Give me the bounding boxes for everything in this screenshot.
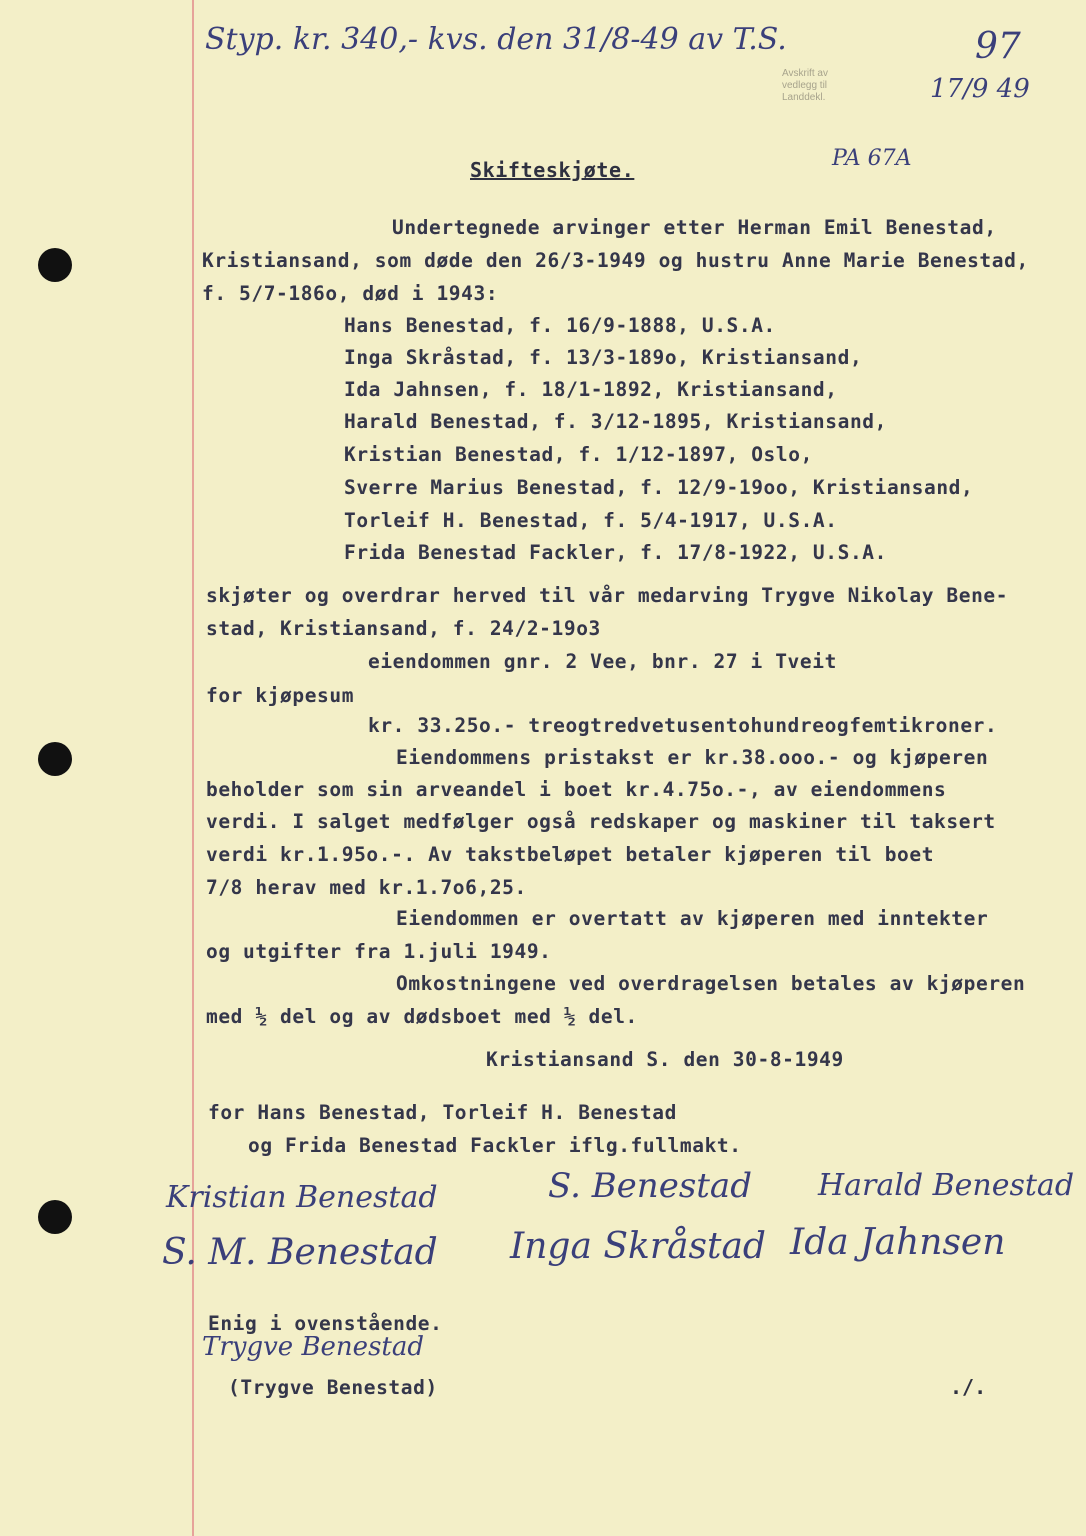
body-line: og utgifter fra 1.juli 1949. [206, 940, 552, 963]
heir-line: Torleif H. Benestad, f. 5/4-1917, U.S.A. [344, 509, 838, 532]
property-line: eiendommen gnr. 2 Vee, bnr. 27 i Tveit [368, 650, 837, 673]
body-line: Undertegnede arvinger etter Herman Emil Benestad, [392, 216, 997, 239]
signature: Inga Skråstad [510, 1226, 766, 1267]
heir-line: Hans Benestad, f. 16/9-1888, U.S.A. [344, 314, 776, 337]
place-date-line: Kristiansand S. den 30-8-1949 [486, 1048, 844, 1071]
body-line: Eiendommens pristakst er kr.38.ooo.- og kjøperen [396, 746, 989, 769]
body-line: Omkostningene ved overdragelsen betales av kjøperen [396, 972, 1026, 995]
body-line: beholder som sin arveandel i boet kr.4.75o.-, av eiendommens [206, 778, 947, 801]
stamp-line: Landdekl. [782, 92, 826, 103]
body-line: Eiendommen er overtatt av kjøperen med inntekter [396, 907, 989, 930]
body-line: stad, Kristiansand, f. 24/2-19o3 [206, 617, 601, 640]
margin-line [192, 0, 194, 1536]
handwritten-date: 17/9 49 [930, 74, 1030, 104]
heir-line: Frida Benestad Fackler, f. 17/8-1922, U.S.A. [344, 541, 887, 564]
document-title: Skifteskjøte. [470, 158, 635, 182]
punch-hole [38, 742, 72, 776]
body-line: for kjøpesum [206, 684, 355, 707]
end-mark: ./. [950, 1375, 987, 1399]
signature: Harald Benestad [818, 1168, 1075, 1203]
body-line: skjøter og overdrar herved til vår medarving Trygve Nikolay Bene- [206, 584, 1009, 607]
page-number: 97 [975, 26, 1021, 67]
body-line: med ½ del og av dødsboet med ½ del. [206, 1005, 638, 1028]
body-line: verdi. I salget medfølger også redskaper og maskiner til taksert [206, 810, 996, 833]
body-line: f. 5/7-186o, død i 1943: [202, 282, 499, 305]
handwritten-note: Styp. kr. 340,- kvs. den 31/8-49 av T.S. [205, 22, 787, 57]
marginal-note: PA 67A [832, 146, 912, 171]
consent-name: (Trygve Benestad) [228, 1376, 438, 1399]
heir-line: Harald Benestad, f. 3/12-1895, Kristiansand, [344, 410, 887, 433]
faded-stamp [782, 68, 828, 104]
heir-line: Ida Jahnsen, f. 18/1-1892, Kristiansand, [344, 378, 838, 401]
signature: Kristian Benestad [166, 1180, 438, 1215]
signature: Trygve Benestad [202, 1332, 425, 1362]
stamp-line: vedlegg til [782, 80, 828, 91]
heir-line: Inga Skråstad, f. 13/3-189o, Kristiansand, [344, 346, 863, 369]
stamp-line: Avskrift av [782, 68, 828, 79]
punch-hole [38, 1200, 72, 1234]
punch-hole [38, 248, 72, 282]
body-line: verdi kr.1.95o.-. Av takstbeløpet betaler kjøperen til boet [206, 843, 935, 866]
consent-line: Enig i ovenstående. [208, 1312, 443, 1335]
proxy-line: og Frida Benestad Fackler iflg.fullmakt. [248, 1134, 742, 1157]
body-line: Kristiansand, som døde den 26/3-1949 og hustru Anne Marie Benestad, [202, 249, 1029, 272]
body-line: 7/8 herav med kr.1.7o6,25. [206, 876, 527, 899]
signature: Ida Jahnsen [790, 1222, 1006, 1263]
heir-line: Kristian Benestad, f. 1/12-1897, Oslo, [344, 443, 813, 466]
heir-line: Sverre Marius Benestad, f. 12/9-19oo, Kristiansand, [344, 476, 974, 499]
price-line: kr. 33.25o.- treogtredvetusentohundreogfemtikroner. [368, 714, 998, 737]
proxy-line: for Hans Benestad, Torleif H. Benestad [208, 1101, 677, 1124]
signature: S. M. Benestad [162, 1232, 438, 1273]
signature: S. Benestad [548, 1166, 752, 1206]
